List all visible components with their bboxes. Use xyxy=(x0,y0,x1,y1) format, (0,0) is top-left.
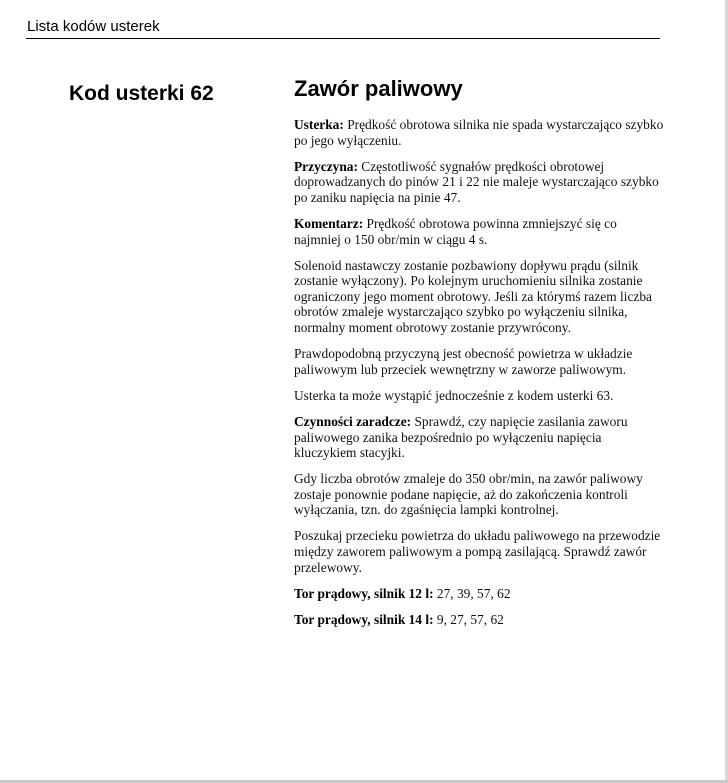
fault-code-title: Kod usterki 62 xyxy=(69,82,214,105)
paragraph-text: Prędkość obrotowa silnika nie spada wystarczająco szybko po jego wyłączeniu. xyxy=(294,117,664,148)
paragraph-related-code xyxy=(294,388,666,404)
paragraph-probable-cause xyxy=(294,346,666,377)
paragraph-comment xyxy=(294,216,666,247)
paragraph-text: Solenoid nastawczy zostanie pozbawiony dopływu prądu (silnik zostanie wyłączony). Po kolejnym uruchomieniu silnika zostanie ograniczony jego moment obrotowy. Jeśli za którymś razem liczba obrotów zmaleje wystarczająco szybko po wyłączeniu silnika, normalny moment obrotowy zostanie przywrócony. xyxy=(294,257,652,336)
header-rule xyxy=(26,38,660,39)
paragraph-solenoid xyxy=(294,258,666,336)
paragraph-text: Częstotliwość sygnałów prędkości obrotowej doprowadzanych do pinów 21 i 22 nie maleje wystarczająco szybko po zaniku napięcia na pinie 47. xyxy=(294,158,659,205)
paragraph-leak-check xyxy=(294,528,666,575)
paragraph-label: Tor prądowy, silnik 12 l: xyxy=(294,585,434,601)
paragraph-text: Sprawdź, czy napięcie zasilania zaworu paliwowego zanika bezpośrednio po wyłączeniu napięcia kluczykiem stacyjki. xyxy=(294,413,628,461)
paragraph-label: Przyczyna: xyxy=(294,158,358,174)
paragraph-text: Prawdopodobną przyczyną jest obecność powietrza w układzie paliwowym lub przeciek wewnętrzny w zaworze paliwowym. xyxy=(294,346,633,377)
paragraph-text: Gdy liczba obrotów zmaleje do 350 obr/min, na zawór paliwowy zostaje ponownie podane napięcie, aż do zakończenia kontroli wyłączania, tzn. do zgaśnięcia lampki kontrolnej. xyxy=(294,471,643,518)
paragraph-text: Poszukaj przecieku powietrza do układu paliwowego na przewodzie między zaworem paliwowym a pompą zasilającą. Sprawdź zawór przelewowy. xyxy=(294,528,661,575)
paragraph-text: Usterka ta może wystąpić jednocześnie z kodem usterki 63. xyxy=(294,387,614,403)
paragraph-circuit-12l xyxy=(294,586,666,602)
paragraph-remedy xyxy=(294,414,666,461)
paragraph-circuit-14l xyxy=(294,612,666,628)
paragraph-label: Komentarz: xyxy=(294,215,364,231)
fault-name-title: Zawór paliwowy xyxy=(294,76,463,101)
paragraph-label: Usterka: xyxy=(294,117,344,132)
paragraph-text: Prędkość obrotowa powinna zmniejszyć się co najmniej o 150 obr/min w ciągu 4 s. xyxy=(294,215,617,247)
paragraph-fault xyxy=(294,117,666,148)
paragraph-text: 27, 39, 57, 62 xyxy=(433,585,511,601)
paragraph-cause xyxy=(294,159,666,206)
paragraph-text: 9, 27, 57, 62 xyxy=(433,611,504,627)
paragraph-rpm-note xyxy=(294,471,666,518)
paragraph-label: Czynności zaradcze: xyxy=(294,413,412,429)
paragraph-label: Tor prądowy, silnik 14 l: xyxy=(294,611,434,627)
header-title: Lista kodów usterek xyxy=(27,18,160,35)
fault-description xyxy=(294,117,666,638)
